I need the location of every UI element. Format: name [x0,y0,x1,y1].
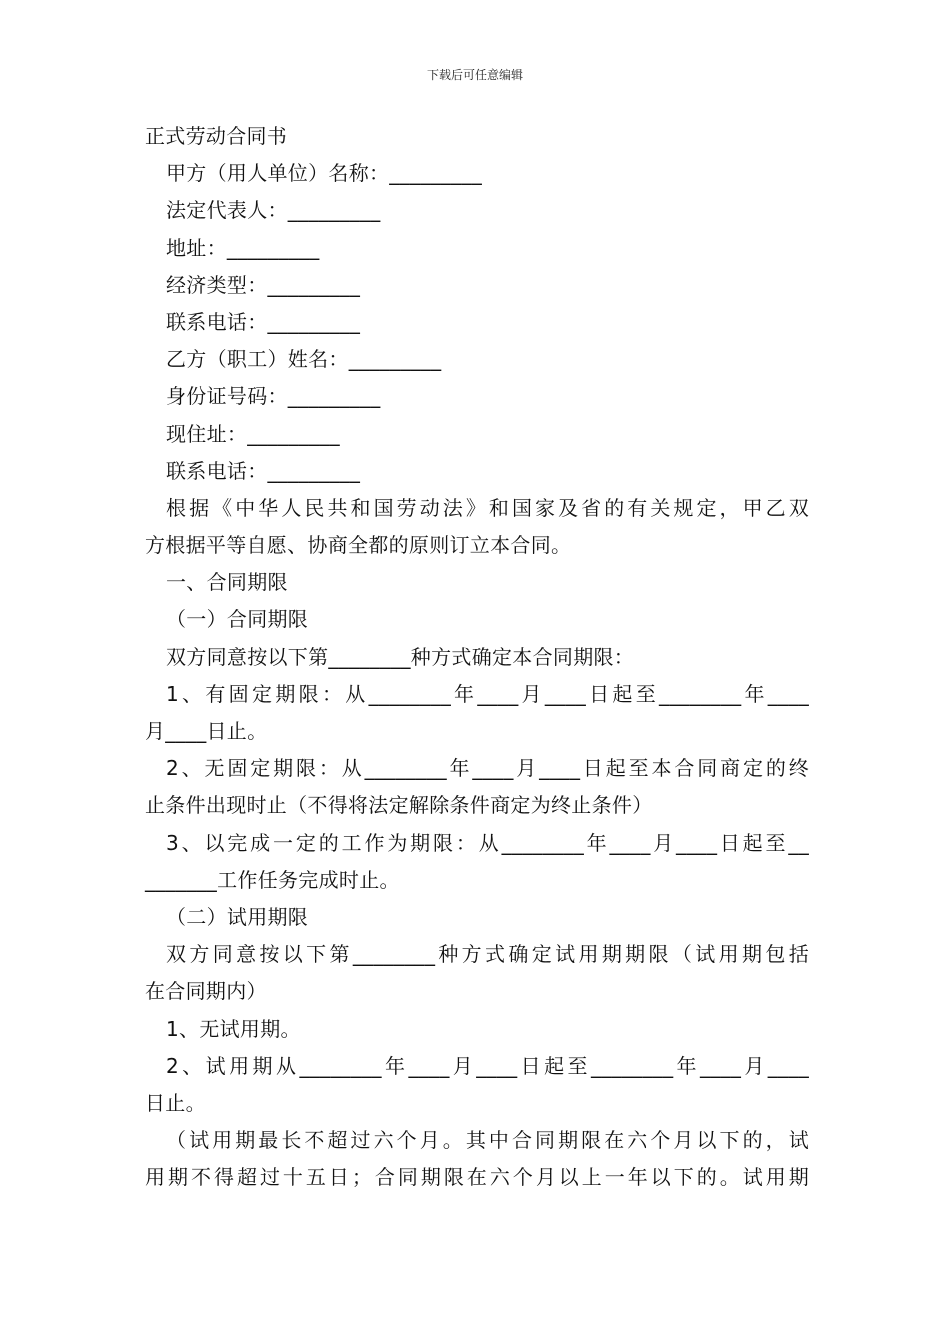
party-a-name-line: 甲方（用人单位）名称：_________ [166,161,482,186]
probation-option-2-line-1: 2、试用期从________年____月____日起至________年____月____ [166,1053,809,1078]
probation-note-line-2: 用期不得超过十五日；合同期限在六个月以上一年以下的。试用期 [145,1165,809,1190]
subsection-2-intro-line-2: 在合同期内） [145,979,267,1004]
subsection-2-intro-line-1: 双方同意按以下第________种方式确定试用期期限（试用期包括 [166,942,809,967]
party-b-id-line: 身份证号码：_________ [166,384,381,409]
section-1-heading: 一、合同期限 [166,570,288,595]
probation-option-2-line-2: 日止。 [145,1090,206,1115]
party-a-legal-rep-line: 法定代表人：_________ [166,198,381,223]
preamble-line-1: 根据《中华人民共和国劳动法》和国家及省的有关规定，甲乙双 [166,495,809,520]
subsection-1-intro: 双方同意按以下第________种方式确定本合同期限： [166,644,635,669]
preamble-line-2: 方根据平等自愿、协商全都的原则订立本合同。 [145,533,572,558]
subsection-2-heading: （二）试用期限 [166,904,309,929]
probation-option-1: 1、无试用期。 [166,1016,301,1041]
option-1-line-2: 月____日止。 [145,719,268,743]
option-2-line-2: 止条件出现时止（不得将法定解除条件商定为终止条件） [145,793,653,818]
party-a-address-line: 地址：_________ [166,235,320,260]
option-3-line-1: 3、以完成一定的工作为期限：从________年____月____日起至__ [166,830,809,855]
page-header-note: 下载后可任意编辑 [426,68,523,82]
option-1-line-1: 1、有固定期限：从________年____月____日起至________年____ [166,681,809,706]
option-3-line-2: _______工作任务完成时止。 [145,867,400,892]
subsection-1-heading: （一）合同期限 [166,607,309,632]
party-a-phone-line: 联系电话：_________ [166,309,361,334]
contract-body [145,118,809,1196]
party-b-name-line: 乙方（职工）姓名：_________ [166,347,442,372]
probation-note-line-1: （试用期最长不超过六个月。其中合同期限在六个月以下的，试 [166,1128,809,1153]
document-title: 正式劳动合同书 [145,124,288,148]
party-b-phone-line: 联系电话：_________ [166,458,361,483]
party-b-address-line: 现住址：_________ [166,421,340,446]
option-2-line-1: 2、无固定期限：从________年____月____日起至本合同商定的终 [166,756,809,781]
party-a-economic-type-line: 经济类型：_________ [166,272,361,297]
